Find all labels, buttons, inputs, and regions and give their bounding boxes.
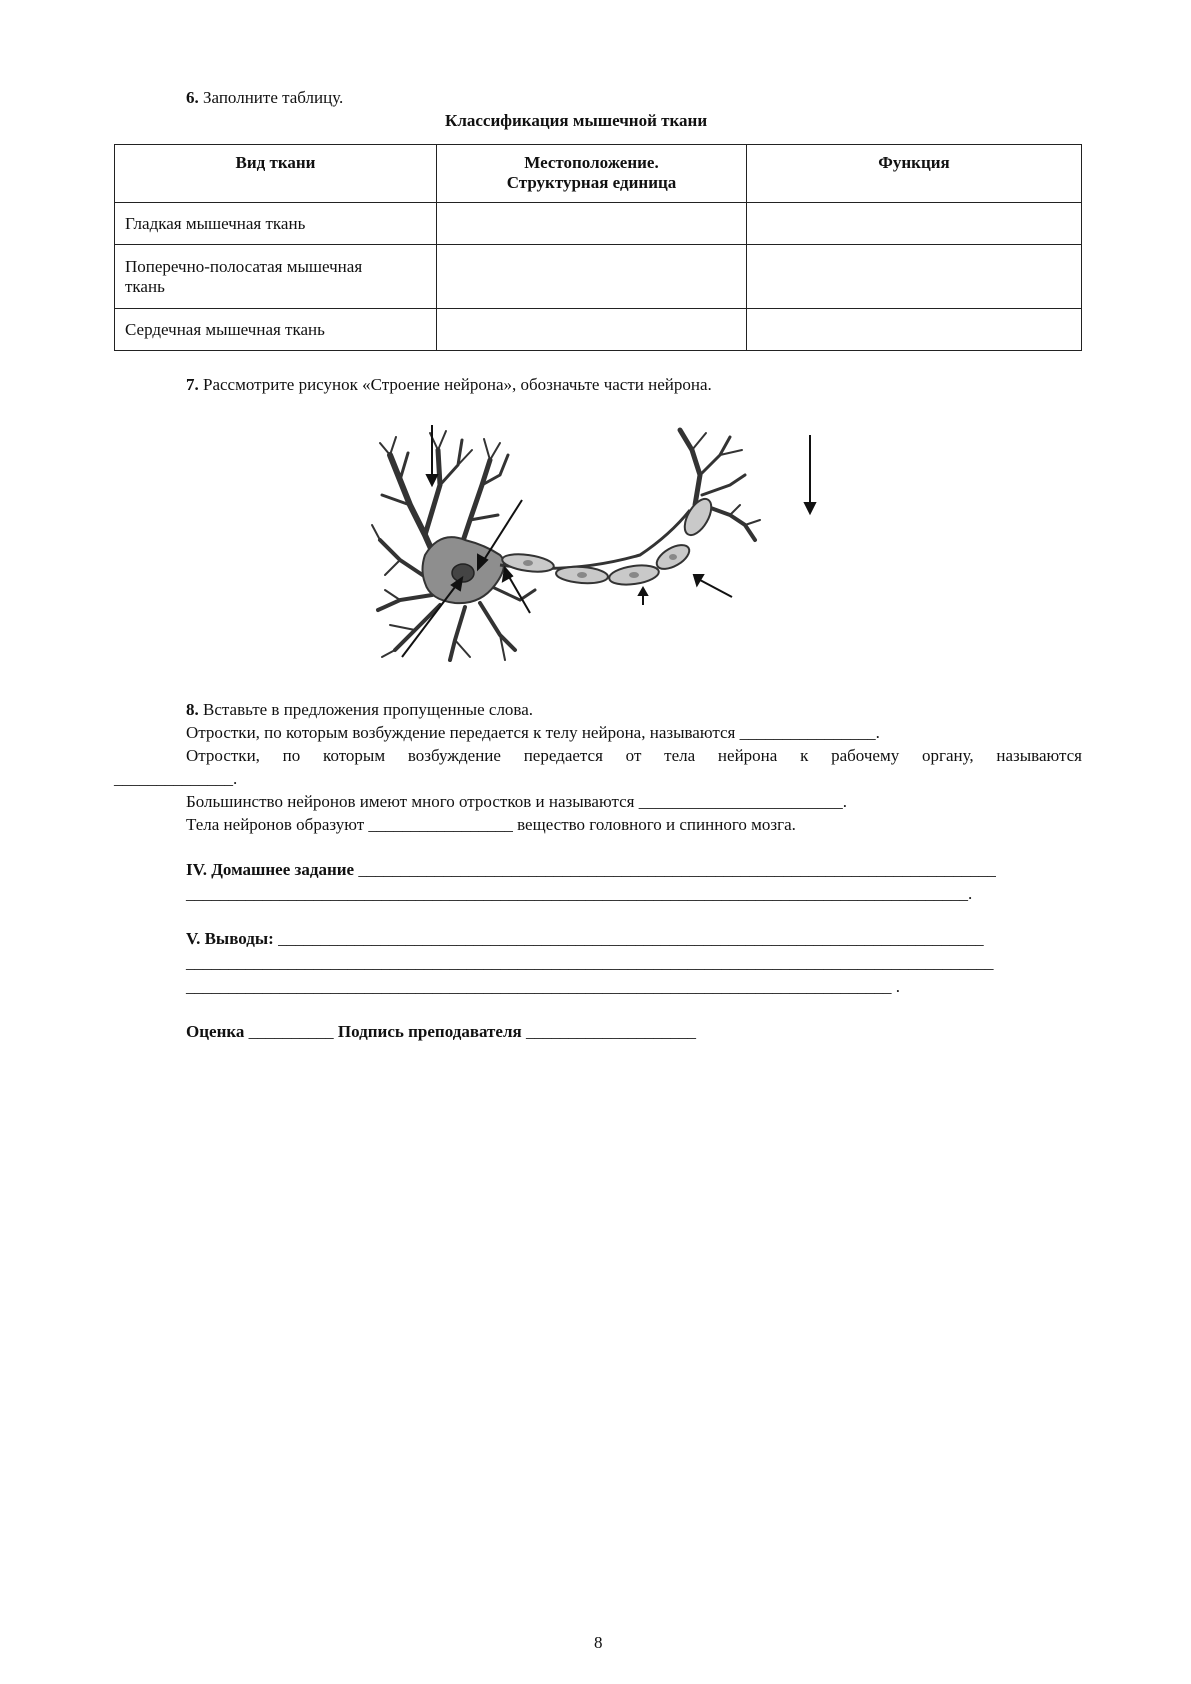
- homework-line-2[interactable]: ____________________________________________________________________________________________.: [186, 884, 973, 903]
- sentence-4: Тела нейронов образуют _________________ вещество головного и спинного мозга.: [186, 815, 796, 834]
- nucleus: [452, 564, 474, 582]
- table-row: [115, 309, 1082, 351]
- sentence-1: Отростки, по которым возбуждение передается к телу нейрона, называются ________________.: [186, 723, 880, 742]
- cell-function-input[interactable]: [747, 245, 1082, 309]
- conclusions-line-3[interactable]: ___________________________________________________________________________________ .: [186, 977, 900, 996]
- cell-function-input[interactable]: [747, 203, 1082, 245]
- homework-line-1[interactable]: ___________________________________________________________________________: [358, 860, 996, 879]
- header-location-line2: Структурная единица: [506, 173, 677, 192]
- task7-text: Рассмотрите рисунок «Строение нейрона», обозначьте части нейрона.: [198, 375, 712, 394]
- cell-tissue-line2: ткань: [125, 276, 165, 296]
- cell-tissue: Сердечная мышечная ткань: [115, 309, 437, 351]
- sentence-3: Большинство нейронов имеют много отростков и называются ________________________.: [186, 792, 847, 811]
- cell-location-input[interactable]: [437, 245, 747, 309]
- cell-function-input[interactable]: [747, 309, 1082, 351]
- neuron-diagram: [370, 425, 820, 665]
- task8-instruction: [186, 700, 533, 720]
- homework-row: [186, 860, 996, 880]
- task8-text: Вставьте в предложения пропущенные слова.: [198, 700, 534, 719]
- dendrites: [372, 430, 760, 660]
- cell-tissue: Гладкая мышечная ткань: [115, 203, 437, 245]
- sentence-2-blank[interactable]: ______________.: [114, 769, 238, 788]
- page-number: 8: [594, 1633, 603, 1652]
- sentence-2: Отростки, по которым возбуждение передается от тела нейрона к рабочему органу, называются: [186, 746, 1082, 765]
- muscle-tissue-table: [114, 144, 1082, 351]
- signature-blank[interactable]: ____________________: [525, 1022, 696, 1041]
- conclusions-label: V. Выводы:: [186, 929, 274, 948]
- header-location-line1: Местоположение.: [524, 153, 659, 172]
- cell-location-input[interactable]: [437, 309, 747, 351]
- task8-number: 8.: [186, 700, 199, 719]
- header-location: [437, 145, 747, 203]
- task7-instruction: [186, 375, 712, 395]
- homework-label: IV. Домашнее задание: [186, 860, 355, 879]
- cell-tissue-line1: Поперечно-полосатая мышечная: [125, 256, 363, 276]
- task7-number: 7.: [186, 375, 199, 394]
- conclusions-line-1[interactable]: ___________________________________________________________________________________: [278, 929, 984, 948]
- header-function: Функция: [747, 145, 1082, 203]
- task6-text: Заполните таблицу.: [198, 88, 344, 107]
- grade-label: Оценка: [186, 1022, 245, 1041]
- cell-location-input[interactable]: [437, 203, 747, 245]
- myelin-sheath: [501, 495, 717, 588]
- table-header-row: [115, 145, 1082, 203]
- conclusions-line-2[interactable]: _______________________________________________________________________________________________: [186, 953, 994, 972]
- table-row: [115, 203, 1082, 245]
- grade-row: [186, 1022, 696, 1042]
- task6-instruction: [186, 88, 343, 108]
- task6-number: 6.: [186, 88, 199, 107]
- table-row: [115, 245, 1082, 309]
- table-title: Классификация мышечной ткани: [445, 111, 708, 130]
- header-tissue-type: Вид ткани: [115, 145, 437, 203]
- conclusions-row: [186, 929, 984, 949]
- signature-label: Подпись преподавателя: [337, 1022, 522, 1041]
- grade-blank[interactable]: __________: [248, 1022, 334, 1041]
- cell-tissue: [115, 245, 437, 309]
